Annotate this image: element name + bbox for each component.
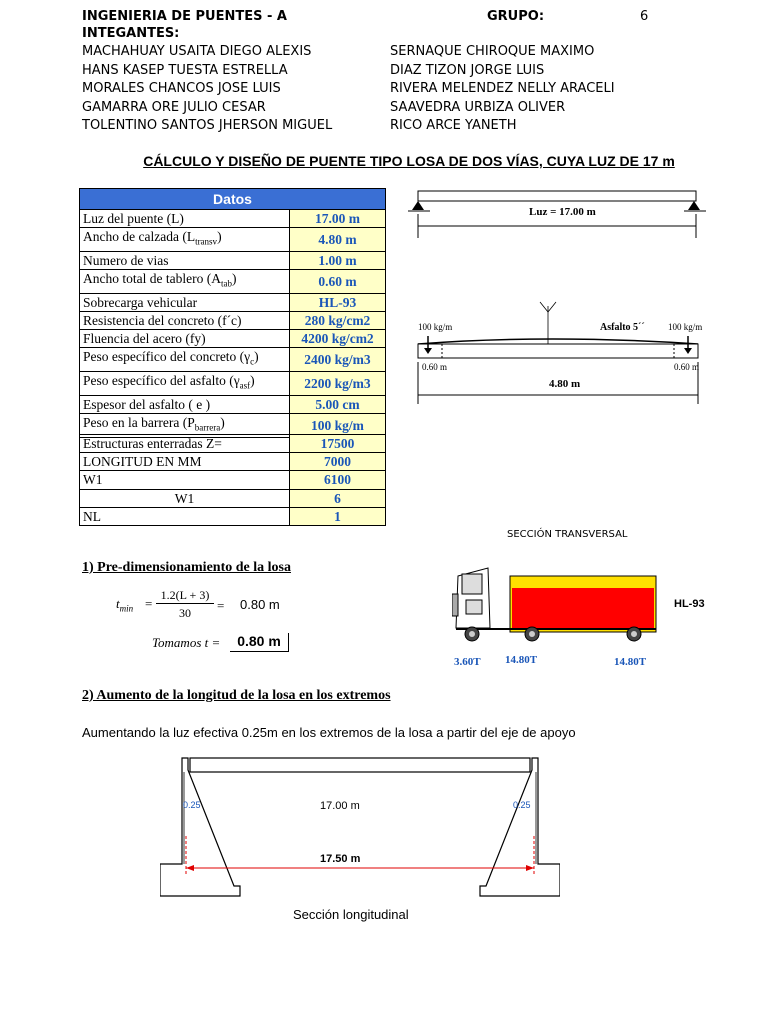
row-value: 100 kg/m (290, 413, 386, 437)
table-row (80, 507, 386, 525)
member-name: DIAZ TIZON JORGE LUIS (390, 62, 545, 78)
table-row (80, 453, 386, 471)
row-value: 4200 kg/cm2 (290, 330, 386, 348)
cab-window (462, 574, 482, 594)
row-value: 280 kg/cm2 (290, 311, 386, 329)
row-value: 17500 (290, 435, 386, 453)
group-label: GRUPO: (487, 9, 545, 24)
axle-load-2: 14.80T (505, 654, 538, 666)
width-label: 4.80 m (549, 378, 581, 390)
row-value: 1 (290, 507, 386, 525)
table-row (80, 270, 386, 294)
row-label: Ancho total de tablero $(A_{tab})$ (80, 270, 290, 294)
row-label: Resistencia del concreto (f´c) (80, 311, 290, 329)
member-name: HANS KASEP TUESTA ESTRELLA (82, 62, 288, 78)
left-dim-label: 0.60 m (422, 362, 448, 372)
member-name: MACHAHUAY USAITA DIEGO ALEXIS (82, 44, 312, 59)
row-label: Peso específico del asfalto $(\gamma_{asf})$ (80, 372, 290, 396)
member-name: GAMARRA ORE JULIO CESAR (82, 99, 266, 115)
asphalt-label: Asfalto 5´´ (600, 322, 645, 333)
section2-heading: 2) Aumento de la longitud de la losa en los extremos (82, 688, 391, 703)
right-025-label: 0.25 (513, 800, 531, 810)
table-row (80, 210, 386, 228)
table-row (80, 435, 386, 453)
slab (190, 758, 530, 772)
longitudinal-caption: Sección longitudinal (293, 907, 409, 922)
row-value: 6100 (290, 471, 386, 489)
member-name: SERNAQUE CHIROQUE MAXIMO (390, 44, 595, 59)
truck-illustration (452, 566, 662, 644)
row-label: Espesor del asfalto ( e ) (80, 395, 290, 413)
right-abutment (480, 758, 560, 896)
row-label: Numero de vias (80, 251, 290, 269)
span-label: Luz = 17.00 m (529, 206, 596, 218)
members-right-list (390, 43, 615, 136)
row-label: Sobrecarga vehicular (80, 293, 290, 311)
page-title: CÁLCULO Y DISEÑO DE PUENTE TIPO LOSA DE DOS VÍAS, CUYA LUZ DE 17 m (143, 153, 675, 169)
wheel-hub (631, 631, 637, 637)
table-row (80, 471, 386, 489)
row-value: 2200 kg/m3 (290, 372, 386, 396)
datos-table (79, 188, 386, 455)
member-name: TOLENTINO SANTOS JHERSON MIGUEL (82, 118, 333, 133)
table-row (80, 251, 386, 269)
eq-sign-2: = (217, 598, 225, 613)
member-name: RIVERA MELENDEZ NELLY ARACELI (390, 81, 615, 96)
row-label: LONGITUD EN MM (80, 453, 290, 471)
row-label: Estructuras enterradas Z= (80, 435, 290, 453)
row-value: HL-93 (290, 293, 386, 311)
axle-load-3: 14.80T (614, 656, 647, 668)
row-value: 17.00 m (290, 210, 386, 228)
row-label: NL (80, 507, 290, 525)
left-abutment (160, 758, 240, 896)
left-support-icon (412, 201, 424, 210)
table-row (80, 395, 386, 413)
right-support-icon (688, 201, 700, 210)
right-dim-label: 0.60 m (674, 362, 700, 372)
row-value: 7000 (290, 453, 386, 471)
row-value: 5.00 cm (290, 395, 386, 413)
members-label: INTEGANTES: (82, 26, 180, 41)
left-load-label: 100 kg/m (418, 322, 453, 332)
wheel-hub (469, 631, 475, 637)
asphalt-crown (418, 339, 698, 344)
row-label: Peso específico del concreto $(\gamma_c)$ (80, 348, 290, 372)
formula-denominator: 30 (179, 606, 191, 620)
cab-door (466, 600, 482, 614)
axle-load-1: 3.60T (454, 656, 481, 668)
row-value: 1.00 m (290, 251, 386, 269)
table-row (80, 330, 386, 348)
tmin-result: 0.80 m (240, 597, 280, 612)
row-label: Fluencia del acero (fy) (80, 330, 290, 348)
member-name: SAAVEDRA URBIZA OLIVER (390, 99, 566, 115)
row-label: Ancho de calzada $(L_{transv})$ (80, 228, 290, 252)
members-left-list (82, 43, 332, 136)
table-row (80, 311, 386, 329)
group-value: 6 (640, 9, 649, 24)
table-row (80, 348, 386, 372)
section-caption: SECCIÓN TRANSVERSAL (507, 529, 628, 540)
row-label: W1 (80, 489, 290, 507)
row-value: 0.60 m (290, 270, 386, 294)
extra-table (79, 434, 386, 526)
truck-body (512, 588, 654, 630)
truck-name: HL-93 (674, 598, 705, 610)
table-row (80, 372, 386, 396)
tmin-symbol: $t_{min}$ (116, 596, 134, 614)
row-value: 6 (290, 489, 386, 507)
section2-text: Aumentando la luz efectiva 0.25m en los extremos de la losa a partir del eje de apoyo (82, 725, 576, 740)
wheel-hub (529, 631, 535, 637)
table-row (80, 293, 386, 311)
row-value: 4.80 m (290, 228, 386, 252)
span-length-label: 17.00 m (320, 800, 360, 812)
tomamos-value: 0.80 m (230, 633, 289, 652)
formula-numerator: 1.2(L + 3) (156, 588, 214, 604)
datos-header: Datos (80, 189, 386, 210)
slab-rect (418, 191, 696, 201)
row-label: W1 (80, 471, 290, 489)
row-value: 2400 kg/m3 (290, 348, 386, 372)
table-row (80, 489, 386, 507)
row-label: Luz del puente (L) (80, 210, 290, 228)
course-title: INGENIERIA DE PUENTES - A (82, 9, 287, 24)
longitudinal-section-diagram (160, 756, 560, 906)
slab-section (418, 344, 698, 358)
transversal-section-diagram (410, 300, 710, 410)
tomamos-label: Tomamos t = (152, 635, 221, 650)
row-label: Peso en la barrera $(P_{barrera})$ (80, 413, 290, 437)
left-025-label: 0.25 (183, 800, 201, 810)
member-name: MORALES CHANCOS JOSE LUIS (82, 81, 281, 96)
truck-grille (452, 594, 458, 616)
right-load-label: 100 kg/m (668, 322, 703, 332)
table-row (80, 228, 386, 252)
eq-sign: = (145, 596, 153, 611)
member-name: RICO ARCE YANETH (390, 118, 517, 133)
effective-span-label: 17.50 m (320, 853, 361, 865)
section1-heading: 1) Pre-dimensionamiento de la losa (82, 560, 291, 575)
